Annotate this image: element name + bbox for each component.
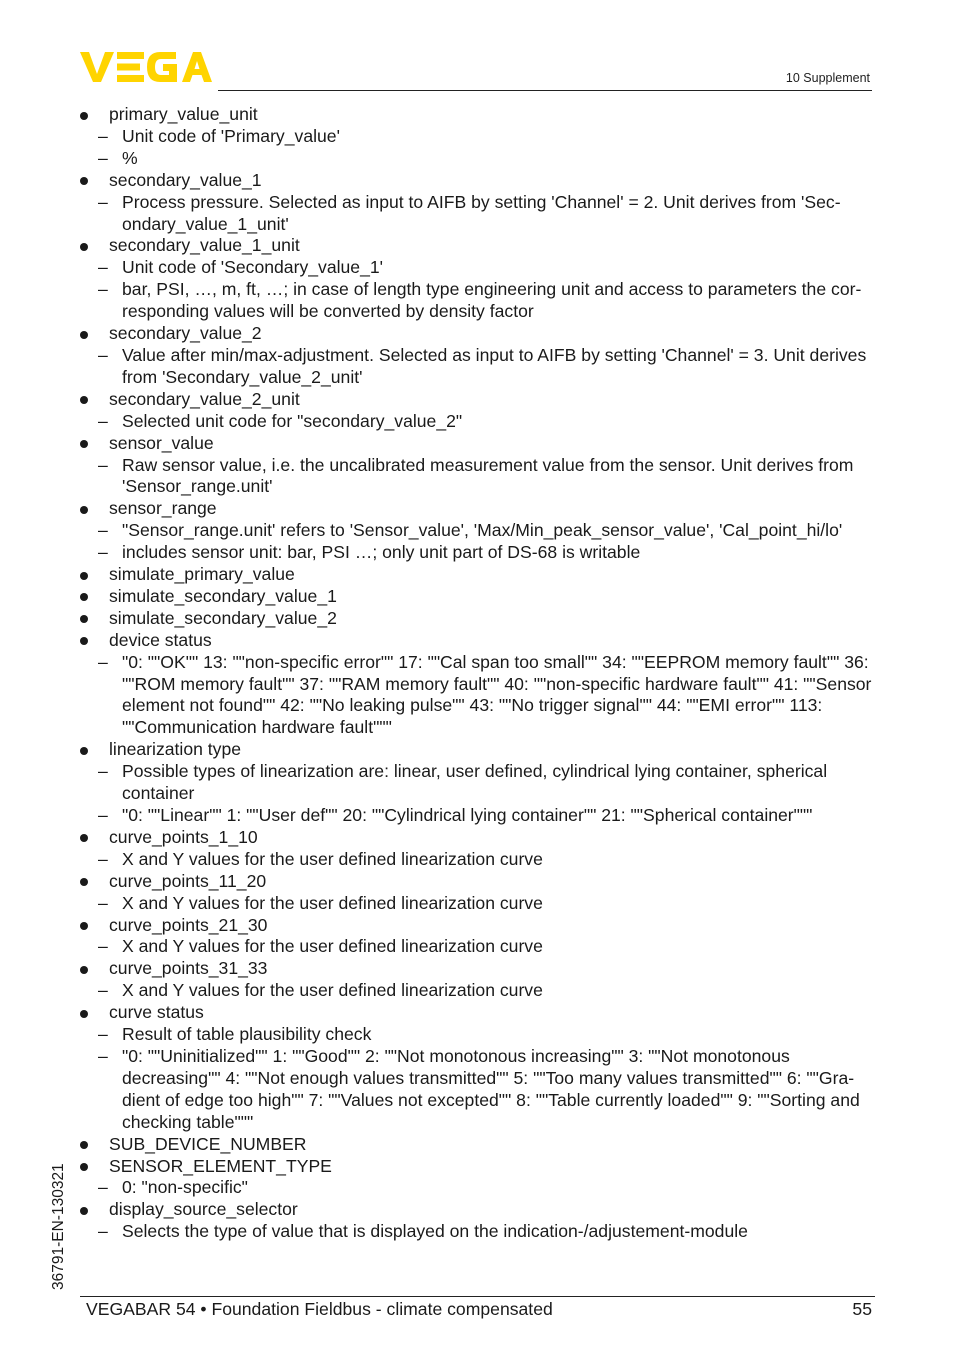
sub-item (80, 345, 875, 389)
page-number: 55 (852, 1299, 872, 1319)
bullet-icon (80, 396, 88, 404)
bullet-icon (80, 506, 88, 514)
bullet-icon (80, 1010, 88, 1018)
dash-icon: – (98, 454, 108, 475)
sub-item-text: "0: ""Uninitialized"" 1: ""Good"" 2: ""Not monotonous increasing"" 3: ""Not monotonous decreasing"" 4: ""Not enough values transmitted"" 5: ""Too many values transmitted"" 6: ""Gra-dient of edge too high"" 7: ""Values not excepted"" 8: ""Table currently loaded"" 9: ""Sorting and checking table""" (122, 1045, 860, 1132)
item-label: simulate_secondary_value_1 (109, 585, 337, 606)
item-label: curve status (109, 1002, 204, 1023)
item-label: linearization type (109, 739, 242, 760)
bullet-icon (80, 572, 88, 580)
sub-item-text: Selects the type of value that is displayed on the indication-/adjustement-module (122, 1221, 748, 1242)
sub-item (80, 652, 875, 740)
item-label: SUB_DEVICE_NUMBER (109, 1133, 307, 1154)
item-label: primary_value_unit (109, 104, 258, 124)
list-item (80, 1134, 875, 1156)
sub-item-text: includes sensor unit: bar, PSI …; only unit part of DS-68 is writable (122, 542, 641, 563)
sub-item-text: Value after min/max-adjustment. Selected as input to AIFB by setting 'Channel' = 3. Unit derives from 'Secondary_value_2_unit' (122, 344, 867, 387)
list-item (80, 1156, 875, 1178)
bullet-icon (80, 878, 88, 886)
item-label: curve_points_21_30 (109, 914, 268, 935)
list-item (80, 323, 875, 345)
sub-item-text: Unit code of 'Primary_value' (122, 125, 340, 146)
list-item (80, 433, 875, 455)
bullet-icon (80, 440, 88, 448)
dash-icon: – (98, 279, 108, 300)
bullet-icon (80, 1207, 88, 1215)
sub-item-text: Selected unit code for "secondary_value_2" (122, 410, 463, 431)
sub-item-text: "0: ""Linear"" 1: ""User def"" 20: ""Cylindrical lying container"" 21: ""Spherical container""" (122, 805, 813, 825)
vega-logo (80, 50, 212, 84)
list-item (80, 630, 875, 652)
sub-item-text: X and Y values for the user defined linearization curve (122, 936, 543, 957)
footer-title: VEGABAR 54 • Foundation Fieldbus - climate compensated (86, 1299, 553, 1319)
list-item (80, 1002, 875, 1024)
bullet-icon (80, 1163, 88, 1171)
sub-item (80, 126, 875, 148)
item-label: curve_points_1_10 (109, 826, 258, 847)
sub-item-text: "Sensor_range.unit' refers to 'Sensor_value', 'Max/Min_peak_sensor_value', 'Cal_point_hi/lo' (122, 520, 843, 541)
sub-item (80, 520, 875, 542)
bullet-icon (80, 593, 88, 601)
sub-item (80, 279, 875, 323)
dash-icon: – (98, 805, 108, 825)
list-item (80, 871, 875, 893)
sub-item (80, 1046, 875, 1134)
dash-icon: – (98, 191, 108, 212)
dash-icon: – (98, 1024, 108, 1045)
bullet-icon (80, 966, 88, 974)
sub-item (80, 761, 875, 805)
item-label: curve_points_31_33 (109, 958, 268, 979)
dash-icon: – (98, 892, 108, 913)
sub-item (80, 542, 875, 564)
footer-rule (80, 1296, 875, 1297)
dash-icon: – (98, 761, 108, 782)
sub-item (80, 257, 875, 279)
dash-icon: – (98, 1177, 108, 1198)
sub-item-text: Raw sensor value, i.e. the uncalibrated measurement value from the sensor. Unit derives from 'Sensor_range.unit' (122, 454, 854, 497)
sub-item (80, 455, 875, 499)
dash-icon: – (98, 936, 108, 957)
item-label: display_source_selector (109, 1199, 298, 1220)
document-code: 36791-EN-130321 (50, 1163, 67, 1290)
list-item (80, 827, 875, 849)
item-label: sensor_range (109, 498, 217, 519)
bullet-icon (80, 922, 88, 930)
list-item (80, 1199, 875, 1221)
list-item (80, 608, 875, 630)
bullet-icon (80, 243, 88, 251)
list-item (80, 104, 875, 126)
bullet-icon (80, 747, 88, 755)
sub-item (80, 805, 875, 827)
dash-icon: – (98, 1045, 108, 1066)
item-label: secondary_value_2_unit (109, 388, 300, 409)
sub-item-text: Result of table plausibility check (122, 1024, 372, 1045)
header-rule (218, 90, 872, 91)
sub-item (80, 1177, 875, 1199)
parameter-list (80, 104, 875, 1243)
list-item (80, 915, 875, 937)
item-label: secondary_value_1_unit (109, 235, 300, 256)
dash-icon: – (98, 344, 108, 365)
sub-item-text: X and Y values for the user defined linearization curve (122, 892, 543, 913)
list-item (80, 389, 875, 411)
list-item (80, 739, 875, 761)
bullet-icon (80, 331, 88, 339)
dash-icon: – (98, 651, 108, 672)
item-label: secondary_value_1 (109, 169, 262, 190)
list-item (80, 564, 875, 586)
sub-item (80, 1221, 875, 1243)
bullet-icon (80, 615, 88, 623)
item-label: simulate_secondary_value_2 (109, 607, 337, 628)
sub-item-text: Possible types of linearization are: linear, user defined, cylindrical lying container, spherical container (122, 761, 828, 804)
dash-icon: – (98, 147, 108, 168)
dash-icon: – (98, 848, 108, 869)
sub-item-text: % (122, 147, 138, 168)
dash-icon: – (98, 410, 108, 431)
sub-item (80, 893, 875, 915)
dash-icon: – (98, 125, 108, 146)
sub-item-text: X and Y values for the user defined linearization curve (122, 848, 543, 869)
item-label: sensor_value (109, 432, 214, 453)
sub-item (80, 936, 875, 958)
bullet-icon (80, 112, 88, 120)
dash-icon: – (98, 1221, 108, 1242)
list-item (80, 958, 875, 980)
list-item (80, 170, 875, 192)
sub-item (80, 1024, 875, 1046)
list-item (80, 235, 875, 257)
item-label: curve_points_11_20 (109, 870, 267, 891)
list-item (80, 586, 875, 608)
sub-item-text: Unit code of 'Secondary_value_1' (122, 257, 384, 278)
item-label: simulate_primary_value (109, 564, 295, 585)
sub-item (80, 148, 875, 170)
sub-item (80, 980, 875, 1002)
dash-icon: – (98, 520, 108, 541)
sub-item (80, 192, 875, 236)
sub-item-text: X and Y values for the user defined linearization curve (122, 980, 543, 1001)
sub-item (80, 849, 875, 871)
bullet-icon (80, 637, 88, 645)
bullet-icon (80, 177, 88, 185)
bullet-icon (80, 1141, 88, 1149)
item-label: SENSOR_ELEMENT_TYPE (109, 1155, 332, 1176)
item-label: secondary_value_2 (109, 323, 262, 344)
sub-item-text: Process pressure. Selected as input to AIFB by setting 'Channel' = 2. Unit derives from 'Sec-ondary_value_1_unit' (122, 191, 841, 234)
item-label: device status (109, 629, 212, 650)
sub-item-text: 0: "non-specific" (122, 1177, 248, 1198)
dash-icon: – (98, 257, 108, 278)
sub-item-text: "0: ""OK"" 13: ""non-specific error"" 17: ""Cal span too small"" 34: ""EEPROM memory fault"" 36: ""ROM memory fault"" 37: ""RAM memory fault"" 40: ""non-specific hardware fault"" 41: ""Sensor element not found"" 42: ""No leaking pulse"" 43: ""No trigger signal"" 44: ""EMI error"" 113: ""Communication hardware fault""" (122, 651, 872, 738)
list-item (80, 498, 875, 520)
dash-icon: – (98, 980, 108, 1001)
dash-icon: – (98, 542, 108, 563)
section-label: 10 Supplement (785, 71, 870, 85)
bullet-icon (80, 834, 88, 842)
sub-item-text: bar, PSI, …, m, ft, …; in case of length type engineering unit and access to parameters the cor-responding values will be converted by density factor (122, 279, 862, 322)
sub-item (80, 411, 875, 433)
